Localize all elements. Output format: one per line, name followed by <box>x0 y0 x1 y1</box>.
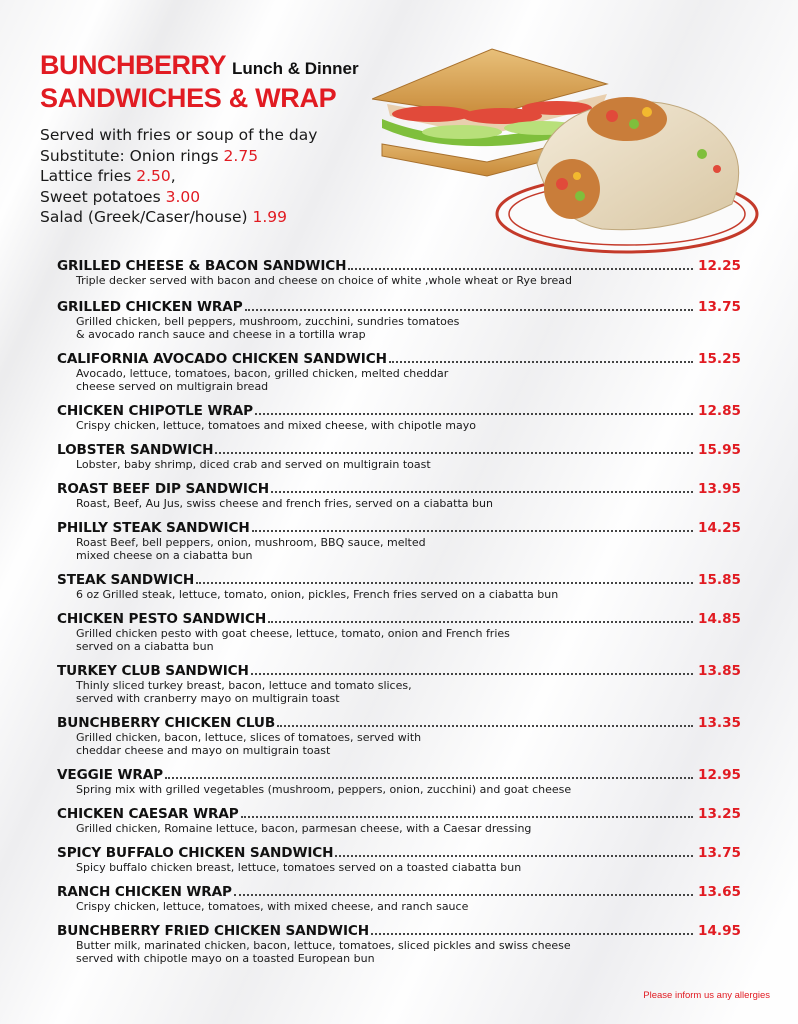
meal-subtitle: Lunch & Dinner <box>232 59 359 78</box>
salad-price: 1.99 <box>252 208 288 226</box>
dot-leader <box>245 309 693 311</box>
item-description: Crispy chicken, lettuce, tomatoes and mixed cheese, with chipotle mayo <box>76 419 476 432</box>
sides-line-lattice <box>40 166 317 187</box>
dot-leader <box>251 673 693 675</box>
item-name: ROAST BEEF DIP SANDWICH <box>57 481 270 497</box>
item-name: CHICKEN CAESAR WRAP <box>57 806 239 822</box>
item-price: 13.65 <box>698 884 741 900</box>
item-price: 14.25 <box>698 520 741 536</box>
sandwich-wrap-photo <box>372 44 772 264</box>
dot-leader <box>252 530 693 532</box>
sides-info <box>40 125 317 228</box>
sweet-label: Sweet potatoes <box>40 187 166 206</box>
item-price: 13.75 <box>698 299 741 315</box>
item-description: Grilled chicken pesto with goat cheese, lettuce, tomato, onion and French fries served on a ciabatta bun <box>76 627 510 654</box>
menu-item-row <box>57 767 741 783</box>
menu-item <box>57 884 741 913</box>
menu-item <box>57 663 741 706</box>
item-description: Spicy buffalo chicken breast, lettuce, tomatoes served on a toasted ciabatta bun <box>76 861 522 874</box>
menu-item <box>57 845 741 874</box>
dot-leader <box>371 933 693 935</box>
dot-leader <box>277 725 693 727</box>
menu-item <box>57 611 741 654</box>
dot-leader <box>348 268 693 270</box>
menu-item <box>57 806 741 835</box>
dot-leader <box>389 361 693 363</box>
dot-leader <box>255 413 693 415</box>
item-price: 15.95 <box>698 442 741 458</box>
menu-item-row <box>57 351 741 367</box>
page-title: SANDWICHES & WRAP <box>40 83 337 113</box>
item-name: PHILLY STEAK SANDWICH <box>57 520 250 536</box>
lattice-suffix: , <box>170 167 176 185</box>
sides-line-onion <box>40 146 317 167</box>
item-name: GRILLED CHEESE & BACON SANDWICH <box>57 258 347 274</box>
menu-item <box>57 258 741 287</box>
menu-item-row <box>57 442 741 458</box>
dot-leader <box>196 582 693 584</box>
menu-item-row <box>57 258 741 274</box>
menu-item <box>57 403 741 432</box>
menu-item-row <box>57 923 741 939</box>
item-name: LOBSTER SANDWICH <box>57 442 214 458</box>
item-price: 13.75 <box>698 845 741 861</box>
lattice-price: 2.50 <box>136 167 171 185</box>
item-price: 15.85 <box>698 572 741 588</box>
item-name: RANCH CHICKEN WRAP <box>57 884 232 900</box>
salad-label: Salad (Greek/Caser/house) <box>40 208 253 226</box>
menu-item <box>57 715 741 758</box>
item-description: Grilled chicken, bell peppers, mushroom, zucchini, sundries tomatoes & avocado ranch sauce and cheese in a tortilla wrap <box>76 315 460 342</box>
item-description: Triple decker served with bacon and cheese on choice of white ,whole wheat or Rye bread <box>76 274 573 287</box>
item-price: 13.95 <box>698 481 741 497</box>
menu-item-row <box>57 806 741 822</box>
item-price: 15.25 <box>698 351 741 367</box>
menu-item-row <box>57 299 741 315</box>
dot-leader <box>234 894 693 896</box>
item-price: 13.85 <box>698 663 741 679</box>
brand-line <box>40 50 359 81</box>
menu-item <box>57 572 741 601</box>
dot-leader <box>215 452 693 454</box>
dot-leader <box>268 621 693 623</box>
sides-line-default: Served with fries or soup of the day <box>40 126 318 144</box>
item-price: 12.25 <box>698 258 741 274</box>
item-price: 14.95 <box>698 923 741 939</box>
wrap <box>537 97 739 230</box>
menu-item-row <box>57 663 741 679</box>
item-name: BUNCHBERRY CHICKEN CLUB <box>57 715 276 731</box>
item-price: 12.95 <box>698 767 741 783</box>
item-name: CHICKEN PESTO SANDWICH <box>57 611 267 627</box>
menu-item-row <box>57 845 741 861</box>
item-description: Roast Beef, bell peppers, onion, mushroom, BBQ sauce, melted mixed cheese on a ciabatta bun <box>76 536 426 563</box>
menu-item-row <box>57 611 741 627</box>
dot-leader <box>165 777 693 779</box>
menu-header <box>40 50 359 114</box>
menu-item-row <box>57 403 741 419</box>
item-description: Lobster, baby shrimp, diced crab and served on multigrain toast <box>76 458 431 471</box>
item-name: CALIFORNIA AVOCADO CHICKEN SANDWICH <box>57 351 387 367</box>
item-description: Roast, Beef, Au Jus, swiss cheese and french fries, served on a ciabatta bun <box>76 497 493 510</box>
menu-item <box>57 442 741 471</box>
item-description: Spring mix with grilled vegetables (mushroom, peppers, onion, zucchini) and goat cheese <box>76 783 572 796</box>
item-name: BUNCHBERRY FRIED CHICKEN SANDWICH <box>57 923 370 939</box>
item-name: SPICY BUFFALO CHICKEN SANDWICH <box>57 845 334 861</box>
item-name: STEAK SANDWICH <box>57 572 195 588</box>
menu-item <box>57 351 741 394</box>
sweet-price: 3.00 <box>165 187 201 206</box>
menu-item <box>57 923 741 966</box>
item-price: 13.25 <box>698 806 741 822</box>
item-description: Crispy chicken, lettuce, tomatoes, with mixed cheese, and ranch sauce <box>76 900 469 913</box>
onion-price: 2.75 <box>223 146 259 165</box>
item-description: Grilled chicken, bacon, lettuce, slices of tomatoes, served with cheddar cheese and mayo on multigrain toast <box>76 731 422 758</box>
brand-name: BUNCHBERRY <box>40 50 227 80</box>
item-description: Butter milk, marinated chicken, bacon, lettuce, tomatoes, sliced pickles and swiss cheese served with chipotle mayo on a toasted European bun <box>76 939 571 966</box>
menu-item <box>57 481 741 510</box>
dot-leader <box>271 491 693 493</box>
lattice-label: Lattice fries <box>40 167 137 185</box>
sides-line-salad <box>40 207 317 228</box>
item-name: CHICKEN CHIPOTLE WRAP <box>57 403 254 419</box>
menu-item <box>57 767 741 796</box>
menu-item-row <box>57 715 741 731</box>
item-name: VEGGIE WRAP <box>57 767 164 783</box>
item-description: Grilled chicken, Romaine lettuce, bacon, parmesan cheese, with a Caesar dressing <box>76 822 532 835</box>
item-price: 12.85 <box>698 403 741 419</box>
menu-item-row <box>57 481 741 497</box>
menu-item-row <box>57 884 741 900</box>
item-name: GRILLED CHICKEN WRAP <box>57 299 243 315</box>
menu-item <box>57 520 741 563</box>
item-name: TURKEY CLUB SANDWICH <box>57 663 249 679</box>
menu-item <box>57 299 741 342</box>
onion-label: Substitute: Onion rings <box>40 146 224 165</box>
allergy-note: Please inform us any allergies <box>643 990 770 1001</box>
item-description: 6 oz Grilled steak, lettuce, tomato, onion, pickles, French fries served on a ciabatta bun <box>76 588 559 601</box>
dot-leader <box>335 855 693 857</box>
item-price: 13.35 <box>698 715 741 731</box>
item-description: Thinly sliced turkey breast, bacon, lettuce and tomato slices, served with cranberry mayo on multigrain toast <box>76 679 412 706</box>
item-price: 14.85 <box>698 611 741 627</box>
sides-line-sweet <box>40 187 317 208</box>
menu-item-row <box>57 572 741 588</box>
menu-item-row <box>57 520 741 536</box>
item-description: Avocado, lettuce, tomatoes, bacon, grilled chicken, melted cheddar cheese served on multigrain bread <box>76 367 449 394</box>
dot-leader <box>241 816 693 818</box>
